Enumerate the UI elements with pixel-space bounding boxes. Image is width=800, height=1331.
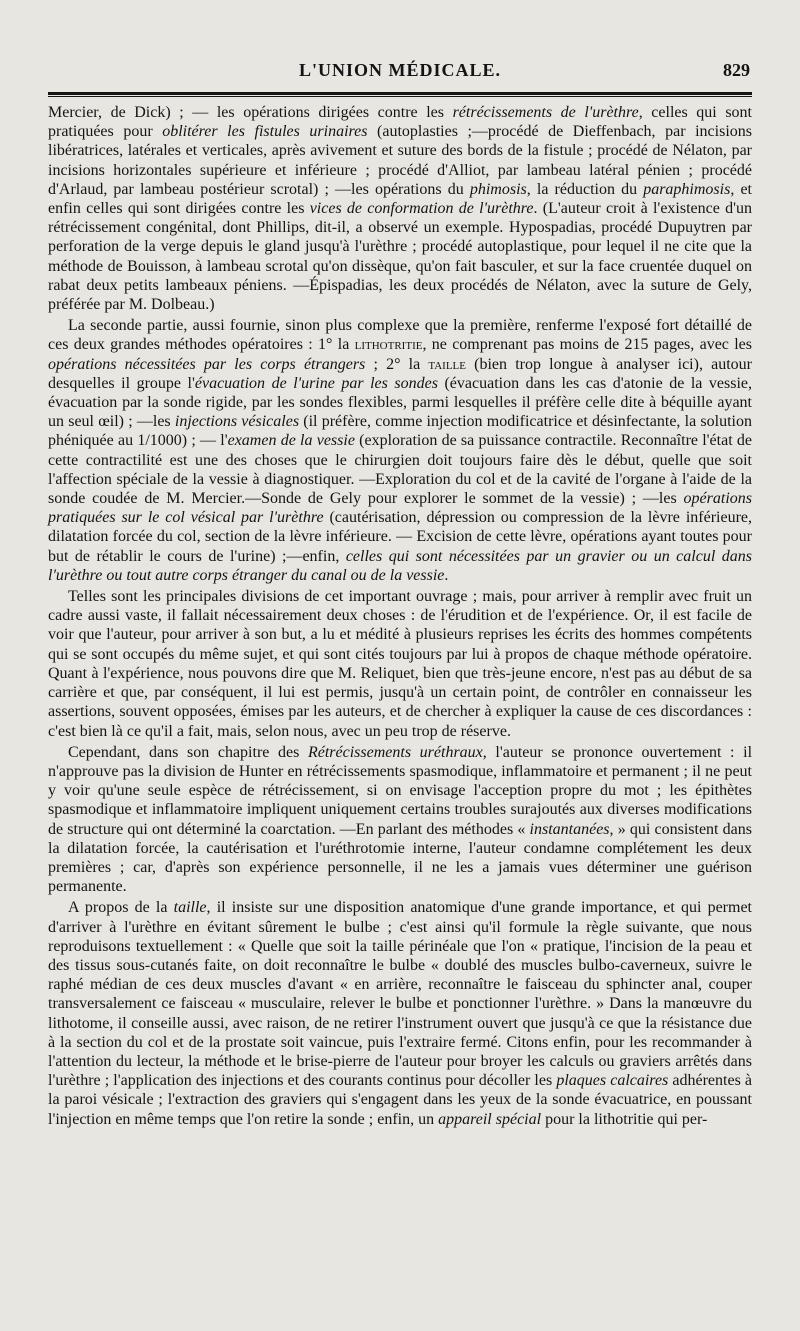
paragraph-1 — [48, 103, 752, 314]
italic-run: injections vésicales — [174, 413, 300, 431]
article-body — [48, 103, 752, 1129]
journal-title: L'UNION MÉDICALE. — [298, 60, 502, 80]
italic-run: paraphimosis — [643, 180, 731, 198]
text-run: , ne comprenant pas moins de 215 pages, avec les — [422, 336, 753, 354]
text-run: adhérentes à la paroi vésicale ; l'extraction des graviers qui s'engagent dans les yeux de la sonde évacuatrice, en poussant l'injection en même temps que l'on retire la sonde ; enfin, un — [48, 1072, 753, 1128]
italic-run: examen de la vessie — [227, 432, 355, 450]
italic-run: vices de conformation de l'urèthre — [309, 200, 534, 218]
text-run: (évacuation dans les cas d'atonie de la vessie, évacuation par la sonde rigide, par les sondes flexibles, parmi lesquelles il préfère celle dite à béquille ayant un seul œil) ; —les — [48, 374, 752, 431]
italic-run: opérations pratiquées sur le col vésical par l'urèthre — [48, 490, 752, 527]
italic-run: celles qui sont nécessitées par un gravier ou un calcul dans l'urèthre ou tout autre corps étranger du canal ou de la vessie — [48, 547, 752, 584]
text-run: (bien trop longue à analyser ici), autour desquelles il groupe l' — [48, 355, 753, 392]
text-run: Mercier, de Dick) ; — les opérations dirigées contre les — [48, 104, 453, 121]
text-run: Telles sont les principales divisions de cet important ouvrage ; mais, pour arriver à remplir avec fruit un cadre aussi vaste, il fallait nécessairement deux choses : de l'érudition et de l'expérience. Or, il est facile de voir que l'auteur, pour arriver à son but, a lu et médité à plusieurs reprises les écrits des hommes compétents qui se sont occupés du même sujet, et qui sont cités toujours par lui à propos de chaque méthode opératoire. Quant à l'expérience, nous pouvons dire que M. Reliquet, bien que très-jeune encore, n'est pas au début de sa carrière et que, par conséquent, il lui est permis, jusqu'à un certain point, de contrôler en connaisseur les assertions, souvent opposées, émises par les auteurs, et de chercher à expliquer la cause de ces discordances : c'est bien là ce qu'il a fait, mais, selon nous, avec un peu trop de réserve. — [48, 588, 752, 740]
italic-run: opérations nécessitées par les corps étrangers — [48, 355, 366, 373]
paragraph-4 — [48, 743, 752, 897]
text-run: (exploration de sa puissance contractile. Reconnaître l'état de cette contractilité est une des choses que le chirurgien doit toujours faire dès le début, quelle que soit l'affection spéciale de la vessie à diagnostiquer. —Exploration du col et de la cavité de l'organe à l'aide de la sonde coudée de M. Mercier.—Sonde de Gely pour explorer le sommet de la vessie) ; —les — [48, 432, 752, 508]
italic-run: évacuation de l'urine par les sondes — [194, 374, 438, 392]
header-rule — [48, 92, 752, 97]
text-run: pour la lithotritie qui per- — [541, 1110, 708, 1128]
small-caps-run: taille — [428, 355, 466, 373]
italic-run: plaques calcaires — [556, 1072, 669, 1090]
text-run: , la réduction du — [526, 180, 644, 198]
text-run: , l'auteur se prononce ouvertement : il n'approuve pas la division de Hunter en rétrécissements spasmodique, inflammatoire et permanent ; il ne peut y voir qu'une seule espèce de rétrécissement, si on envisage l'acception propre du mot ; les épithètes spasmodique et inflammatoire impliquent uniquement certains troubles surajoutés aux diverses modifications de structure qui ont déterminé la coarctation. —En parlant des méthodes « — [48, 743, 753, 838]
text-run: , » qui consistent dans la dilatation forcée, la cautérisation et l'uréthrotomie interne, l'auteur condamne complétement les deux premières ; car, d'après son expérience personnelle, il ne les a jamais vues déterminer une guérison permanente. — [48, 820, 753, 896]
text-run: (il préfère, comme injection modificatrice et désinfectante, la solution phéniquée au 1/1000) ; — l' — [48, 413, 752, 450]
text-run: (cautérisation, dépression ou compression de la lèvre inférieure, dilatation forcée du col, section de la lèvre inférieure. — Excision de cette lèvre, opérations ayant toutes pour but de rétablir le cours de l'urine) ;—enfin, — [48, 509, 752, 565]
italic-run: instantanées — [529, 820, 610, 838]
paragraph-5 — [48, 898, 752, 1128]
italic-run: appareil spécial — [438, 1110, 542, 1128]
text-run: (autoplasties ;—procédé de Dieffenbach, par incisions libératrices, latérales et verticales, après avivement et suture des bords de la fistule ; procédé de Nélaton, par incisions horizontales supérieure et inférieure ; procédé d'Alliot, par lambeau latéral pénien ; procédé d'Arlaud, par lambeau postérieur scrotal) ; —les opérations du — [48, 123, 752, 198]
italic-run: Rétrécissements uréthraux — [307, 743, 483, 761]
text-run: ; 2° la — [365, 355, 429, 373]
text-run: , et enfin celles qui sont dirigées contre les — [48, 180, 752, 218]
italic-run: oblitérer les fistules urinaires — [162, 123, 368, 141]
text-run: La seconde partie, aussi fournie, sinon plus complexe que la première, renferme l'exposé fort détaillé de ces deux grandes méthodes opératoires : 1° la — [48, 317, 752, 354]
italic-run: rétrécissements de l'urèthre — [452, 104, 639, 121]
running-header — [48, 60, 752, 86]
text-run: . — [444, 566, 449, 584]
text-run: Cependant, dans son chapitre des — [68, 743, 308, 761]
text-run: , celles qui sont pratiquées pour — [48, 104, 753, 141]
italic-run: taille — [173, 899, 207, 917]
text-run: . (L'auteur croit à l'existence d'un rétrécissement congénital, dont Phillips, dit-il, a observé un exemple. Hypospadias, procédé Dupuytren par perforation de la verge depuis le gland jusqu'à l'urèthre ; procédé autoplastique, pour lequel il ne cite que la méthode de Bouisson, à lambeau scrotal qu'on dissèque, qu'on fait basculer, et sur la face cruentée duquel on rabat deux petits lambeaux péniens. —Épispadias, les deux procédés de Nélaton, avec la suture de Gely, préférée par M. Dolbeau.) — [48, 200, 752, 314]
page-number: 829 — [723, 60, 750, 80]
text-run: A propos de la — [68, 899, 174, 917]
text-run: , il insiste sur une disposition anatomique d'une grande importance, et qui permet d'arriver à l'urèthre en évitant sûrement le bulbe ; c'est ainsi qu'il formule la règle suivante, que nous reproduisons textuellement : « Quelle que soit la taille périnéale que l'on « pratique, l'incision de la peau et des tissus sous-cutanés faite, on doit reconnaître le bulbe « doublé des muscles bulbo-caverneux, suivre le raphé médian de ces deux muscles d'avant « en arrière, reconnaître le faisceau du sphincter anal, couper transversalement ce faisceau « musculaire, relever le bulbe et ponctionner l'urèthre. » Dans la manœuvre du lithotome, il conseille aussi, avec raison, de ne retirer l'instrument ouvert que jusqu'à ce que la résistance due à la section du col et de la prostate soit vaincue, puis l'extraire fermé. Citons enfin, pour les recommander à l'attention du lecteur, la méthode et le brise-pierre de l'auteur pour broyer les calculs ou graviers arrêtés dans l'urèthre ; l'application des injections et des courants continus pour décoller les — [48, 899, 753, 1090]
paragraph-2 — [48, 316, 752, 585]
paragraph-3 — [48, 587, 752, 741]
small-caps-run: lithotritie — [354, 336, 423, 354]
italic-run: phimosis — [469, 180, 527, 198]
